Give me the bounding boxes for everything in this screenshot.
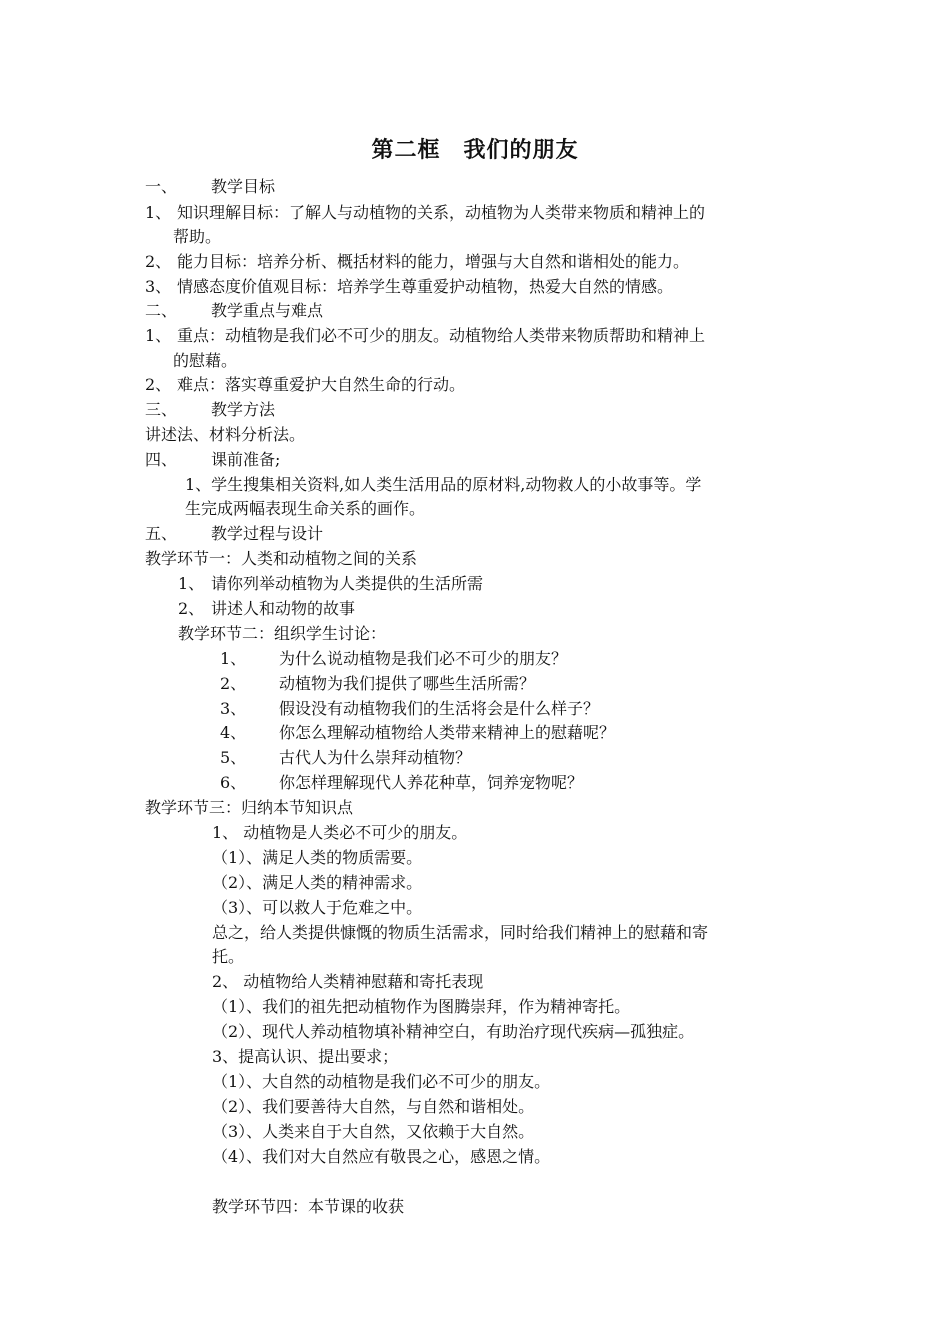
list-item <box>145 325 706 349</box>
summary-line: （1）、满足人类的物质需要。 <box>212 848 423 867</box>
question-item <box>220 648 568 672</box>
item-text: 重点：动植物是我们必不可少的朋友。动植物给人类带来物质帮助和精神上 <box>177 326 706 345</box>
section-number: 二、 <box>145 301 178 320</box>
section-number: 四、 <box>145 450 178 469</box>
section-label: 教学过程与设计 <box>211 524 324 543</box>
teaching-link-1: 教学环节一：人类和动植物之间的关系 <box>145 549 418 568</box>
item-number: 3、 <box>145 277 172 296</box>
summary-line: （1）、大自然的动植物是我们必不可少的朋友。 <box>212 1072 551 1091</box>
section-label: 教学目标 <box>211 177 276 196</box>
list-item <box>145 374 466 398</box>
item-number: 3、 <box>220 699 247 718</box>
section-label: 教学重点与难点 <box>211 301 324 320</box>
section-heading-4 <box>145 449 281 473</box>
paragraph-line: 生完成两幅表现生命关系的画作。 <box>185 499 426 518</box>
summary-line: （3）、人类来自于大自然，又依赖于大自然。 <box>212 1122 535 1141</box>
item-number: 1、 <box>220 649 247 668</box>
list-item <box>178 573 484 597</box>
item-number: 2、 <box>178 599 205 618</box>
item-text: 你怎样理解现代人养花种草，饲养宠物呢？ <box>279 773 584 792</box>
summary-line: （4）、我们对大自然应有敬畏之心，感恩之情。 <box>212 1147 551 1166</box>
item-number: 5、 <box>220 748 247 767</box>
item-text: 能力目标：培养分析、概括材料的能力，增强与大自然和谐相处的能力。 <box>177 252 690 271</box>
summary-line: （2）、满足人类的精神需求。 <box>212 873 423 892</box>
teaching-link-4: 教学环节四：本节课的收获 <box>212 1197 405 1216</box>
item-number: 1、 <box>145 203 172 222</box>
summary-line: 1、 动植物是人类必不可少的朋友。 <box>212 823 468 842</box>
summary-line: 3、提高认识、提出要求； <box>212 1047 399 1066</box>
paragraph-line: 1、学生搜集相关资料,如人类生活用品的原材料,动物救人的小故事等。学 <box>185 475 702 494</box>
section-number: 五、 <box>145 524 178 543</box>
list-item <box>178 598 356 622</box>
summary-line: 总之，给人类提供慷慨的物质生活需求，同时给我们精神上的慰藉和寄 <box>212 923 709 942</box>
question-item <box>220 673 536 697</box>
teaching-link-3: 教学环节三：归纳本节知识点 <box>145 798 354 817</box>
item-text: 讲述人和动物的故事 <box>211 599 356 618</box>
question-item <box>220 772 584 796</box>
section-label: 教学方法 <box>211 400 276 419</box>
section-heading-3 <box>145 399 276 423</box>
item-number: 1、 <box>178 574 205 593</box>
teaching-link-2: 教学环节二：组织学生讨论： <box>178 624 387 643</box>
item-text: 难点：落实尊重爱护大自然生命的行动。 <box>177 375 466 394</box>
list-item <box>145 251 690 275</box>
section-number: 三、 <box>145 400 178 419</box>
item-number: 2、 <box>220 674 247 693</box>
summary-line: （1）、我们的祖先把动植物作为图腾崇拜，作为精神寄托。 <box>212 997 631 1016</box>
section-heading-2 <box>145 300 324 324</box>
question-item <box>220 747 472 771</box>
item-number: 4、 <box>220 723 247 742</box>
summary-line: （2）、我们要善待大自然，与自然和谐相处。 <box>212 1097 535 1116</box>
item-text: 你怎么理解动植物给人类带来精神上的慰藉呢？ <box>279 723 616 742</box>
list-item-continuation: 帮助。 <box>173 227 222 246</box>
summary-line: （3）、可以救人于危难之中。 <box>212 898 423 917</box>
item-number: 2、 <box>145 252 172 271</box>
section-heading-1 <box>145 176 276 200</box>
item-text: 知识理解目标：了解人与动植物的关系，动植物为人类带来物质和精神上的 <box>177 203 706 222</box>
item-number: 1、 <box>145 326 172 345</box>
item-text: 动植物为我们提供了哪些生活所需？ <box>279 674 536 693</box>
item-text: 为什么说动植物是我们必不可少的朋友？ <box>279 649 568 668</box>
item-text: 情感态度价值观目标：培养学生尊重爱护动植物，热爱大自然的情感。 <box>177 277 674 296</box>
question-item <box>220 698 600 722</box>
summary-line: 2、 动植物给人类精神慰藉和寄托表现 <box>212 972 484 991</box>
list-item-continuation: 的慰藉。 <box>173 351 238 370</box>
list-item <box>145 276 674 300</box>
paragraph: 讲述法、材料分析法。 <box>145 425 306 444</box>
section-number: 一、 <box>145 177 178 196</box>
item-text: 古代人为什么崇拜动植物？ <box>279 748 472 767</box>
item-text: 假设没有动植物我们的生活将会是什么样子？ <box>279 699 600 718</box>
item-number: 2、 <box>145 375 172 394</box>
section-heading-5 <box>145 523 324 547</box>
item-text: 请你列举动植物为人类提供的生活所需 <box>211 574 484 593</box>
summary-line: 托。 <box>212 947 245 966</box>
section-label: 课前准备; <box>211 450 281 469</box>
item-number: 6、 <box>220 773 247 792</box>
list-item <box>145 202 706 226</box>
summary-line: （2）、现代人养动植物填补精神空白，有助治疗现代疾病—孤独症。 <box>212 1022 695 1041</box>
page-title: 第二框 我们的朋友 <box>371 138 579 163</box>
question-item <box>220 722 616 746</box>
